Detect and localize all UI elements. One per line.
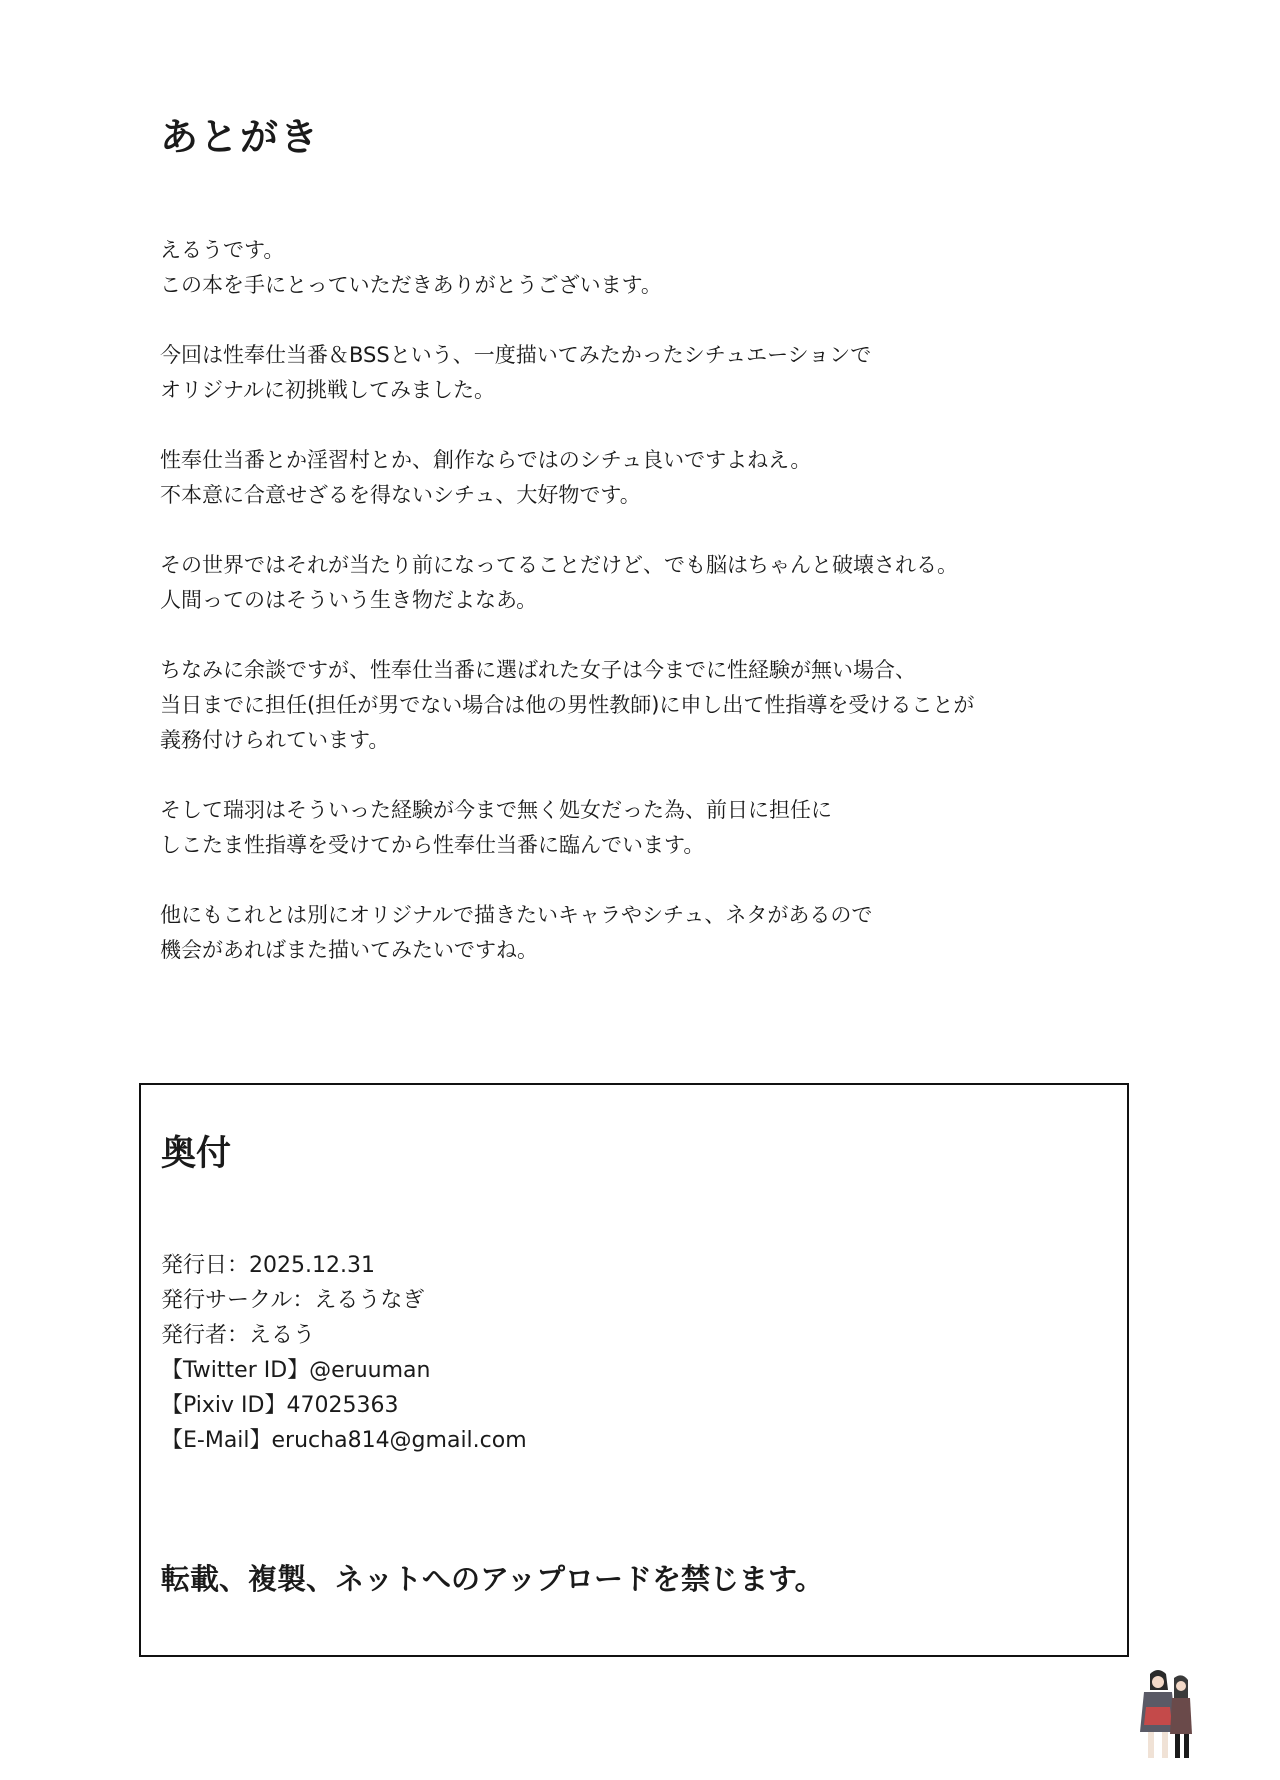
afterword-line: 不本意に合意せざるを得ないシチュ、大好物です。 [160,483,641,507]
pixiv-id: 【Pixiv ID】47025363 [161,1393,399,1418]
afterword-line: オリジナルに初挑戦してみました。 [160,378,495,402]
afterword-line: えるうです。 [160,238,285,262]
afterword-paragraph [160,548,1160,618]
character-thumbnail-image [1130,1662,1200,1762]
afterword-line: 性奉仕当番とか淫習村とか、創作ならではのシチュ良いですよねえ。 [160,448,812,472]
colophon-box [139,1083,1129,1657]
colophon-title: 奥付 [161,1134,232,1174]
afterword-line: 今回は性奉仕当番＆BSSという、一度描いてみたかったシチュエーションで [160,343,872,367]
afterword-section [160,115,1160,1003]
afterword-paragraph [160,898,1160,968]
afterword-paragraph [160,233,1160,303]
copyright-notice: 転載、複製、ネットへのアップロードを禁じます。 [161,1562,824,1596]
colophon-info [161,1248,527,1458]
afterword-title: あとがき [160,115,321,159]
afterword-line: 義務付けられています。 [160,728,390,752]
afterword-paragraph [160,793,1160,863]
afterword-line: 機会があればまた描いてみたいですね。 [160,938,538,962]
afterword-paragraph [160,653,1160,758]
publisher-name: 発行者：えるう [161,1323,316,1348]
afterword-line: その世界ではそれが当たり前になってることだけど、でも脳はちゃんと破壊される。 [160,553,958,577]
afterword-line: そして瑞羽はそういった経験が今まで無く処女だった為、前日に担任に [160,798,832,822]
publish-date: 発行日：2025.12.31 [161,1253,375,1278]
afterword-paragraph [160,443,1160,513]
afterword-paragraph [160,338,1160,408]
afterword-line: 人間ってのはそういう生き物だよなあ。 [160,588,538,612]
afterword-line: しこたま性指導を受けてから性奉仕当番に臨んでいます。 [160,833,705,857]
afterword-line: ちなみに余談ですが、性奉仕当番に選ばれた女子は今までに性経験が無い場合、 [160,658,916,682]
twitter-id: 【Twitter ID】@eruuman [161,1358,431,1383]
afterword-line: 他にもこれとは別にオリジナルで描きたいキャラやシチュ、ネタがあるので [160,903,873,927]
publisher-circle: 発行サークル：えるうなぎ [161,1288,425,1313]
afterword-line: この本を手にとっていただきありがとうございます。 [160,273,662,297]
email-address: 【E-Mail】erucha814@gmail.com [161,1428,527,1453]
afterword-body [160,233,1160,968]
afterword-line: 当日までに担任(担任が男でない場合は他の男性教師)に申し出て性指導を受けることが [160,693,975,717]
